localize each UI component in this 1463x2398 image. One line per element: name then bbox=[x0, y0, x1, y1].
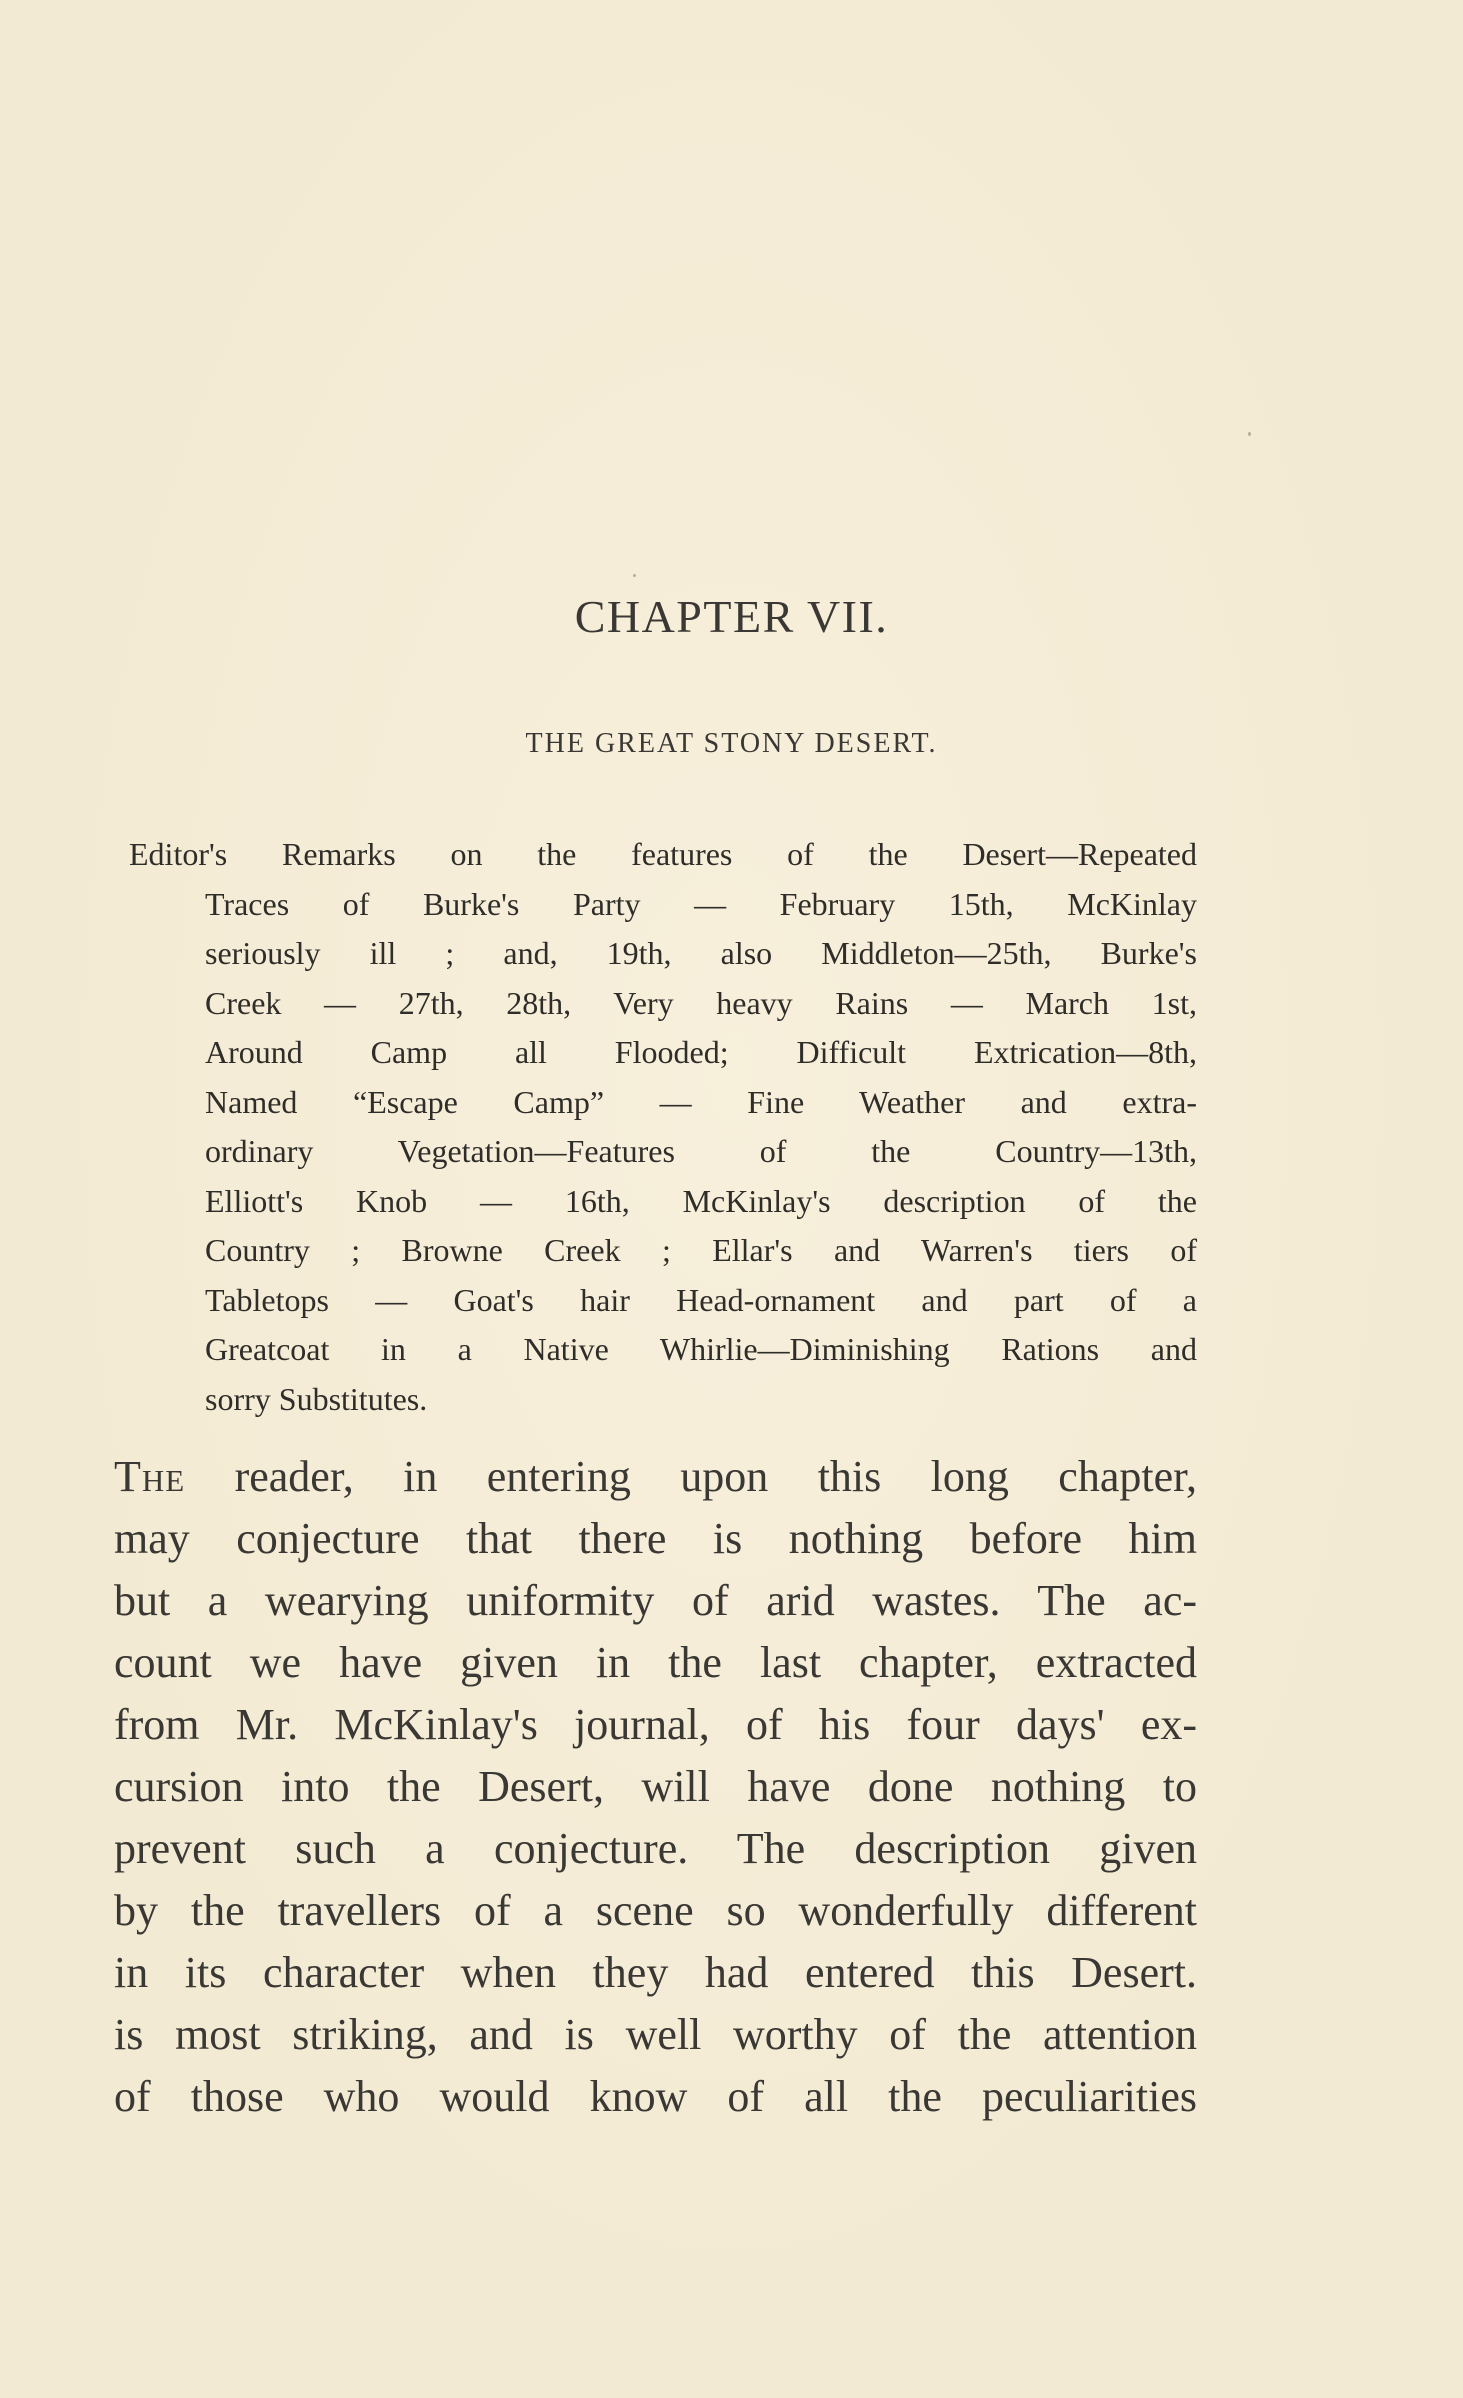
paper-speck bbox=[1248, 432, 1251, 436]
synopsis-line: ordinary Vegetation—Features of the Country—13th, bbox=[205, 1133, 1197, 1169]
chapter-body-paragraph bbox=[114, 1446, 1197, 2128]
synopsis-line: Named “Escape Camp” — Fine Weather and extra- bbox=[205, 1083, 1197, 1120]
synopsis-line: Elliott's Knob — 16th, McKinlay's description of the bbox=[205, 1182, 1197, 1219]
first-line-text: reader, in entering upon this long chapter, bbox=[185, 1452, 1197, 1501]
body-line: prevent such a conjecture. The description given bbox=[114, 1824, 1197, 1873]
synopsis-line: seriously ill ; and, 19th, also Middleton—25th, Burke's bbox=[205, 935, 1197, 971]
lead-word: The bbox=[114, 1452, 186, 1501]
body-line: may conjecture that there is nothing before him bbox=[114, 1514, 1197, 1563]
synopsis-line: Around Camp all Flooded; Difficult Extrication—8th, bbox=[205, 1034, 1197, 1070]
body-line: cursion into the Desert, will have done nothing to bbox=[114, 1762, 1197, 1811]
synopsis-line: Editor's Remarks on the features of the Desert—Repeated bbox=[129, 836, 1197, 872]
synopsis-line: Creek — 27th, 28th, Very heavy Rains — March 1st, bbox=[205, 984, 1197, 1021]
body-line bbox=[114, 1446, 1197, 1508]
chapter-title: THE GREAT STONY DESERT. bbox=[525, 728, 938, 759]
chapter-synopsis bbox=[129, 830, 1197, 1424]
chapter-heading: CHAPTER VII. bbox=[574, 591, 889, 642]
body-line: is most striking, and is well worthy of the attention bbox=[114, 2010, 1197, 2059]
body-line: but a wearying uniformity of arid wastes. The ac- bbox=[114, 1576, 1197, 1625]
synopsis-line: Greatcoat in a Native Whirlie—Diminishing Rations and bbox=[205, 1331, 1197, 1367]
body-line: in its character when they had entered this Desert. bbox=[114, 1948, 1197, 1997]
synopsis-line: sorry Substitutes. bbox=[205, 1380, 428, 1417]
body-line: count we have given in the last chapter, extracted bbox=[114, 1638, 1197, 1687]
synopsis-line: Country ; Browne Creek ; Ellar's and Warren's tiers of bbox=[205, 1232, 1197, 1268]
body-line: by the travellers of a scene so wonderfully different bbox=[114, 1886, 1197, 1935]
body-line: of those who would know of all the peculiarities bbox=[114, 2072, 1197, 2121]
synopsis-line: Traces of Burke's Party — February 15th, McKinlay bbox=[205, 885, 1197, 922]
synopsis-line: Tabletops — Goat's hair Head-ornament and part of a bbox=[205, 1281, 1197, 1318]
paper-speck bbox=[633, 574, 636, 577]
body-line: from Mr. McKinlay's journal, of his four days' ex- bbox=[114, 1700, 1197, 1749]
